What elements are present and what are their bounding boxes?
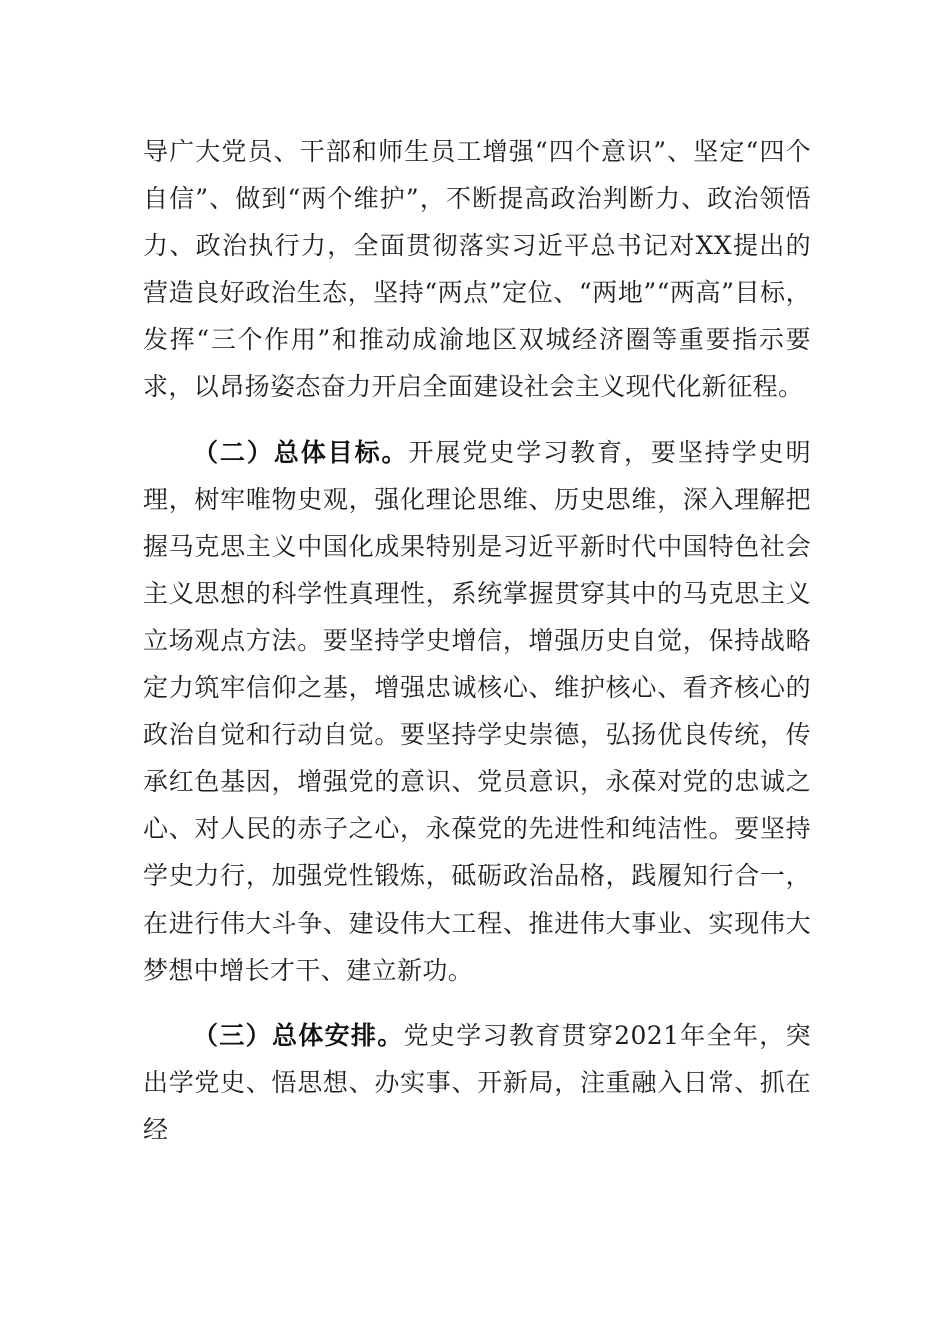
- section-heading: （二）总体目标。: [193, 437, 409, 467]
- paragraph-text: 党史学习教育贯穿2021年全年，突出学党史、悟思想、办实事、开新局，注重融入日常、抓在经: [143, 1020, 811, 1144]
- paragraph-text: 导广大党员、干部和师生员工增强“四个意识”、坚定“四个自信”、做到“两个维护”，不断提高政治判断力、政治领悟力、政治执行力，全面贯彻落实习近平总书记对XX提出的营造良好政治生态，坚持“两点”定位、“两地”“两高”目标，发挥“三个作用”和推动成渝地区双城经济圈等重要指示要求，以昂扬姿态奋力开启全面建设社会主义现代化新征程。: [143, 137, 811, 402]
- section-heading: （三）总体安排。: [193, 1020, 404, 1050]
- paragraph-overall-goal: [143, 429, 811, 994]
- paragraph-continued: [143, 128, 811, 411]
- document-body: [143, 128, 811, 1153]
- paragraph-overall-arrangement: [143, 1012, 811, 1153]
- paragraph-text: 开展党史学习教育，要坚持学史明理，树牢唯物史观，强化理论思维、历史思维，深入理解把握马克思主义中国化成果特别是习近平新时代中国特色社会主义思想的科学性真理性，系统掌握贯穿其中的马克思主义立场观点方法。要坚持学史增信，增强历史自觉，保持战略定力筑牢信仰之基，增强忠诚核心、维护核心、看齐核心的政治自觉和行动自觉。要坚持学史崇德，弘扬优良传统，传承红色基因，增强党的意识、党员意识，永葆对党的忠诚之心、对人民的赤子之心，永葆党的先进性和纯洁性。要坚持学史力行，加强党性锻炼，砥砺政治品格，践履知行合一，在进行伟大斗争、建设伟大工程、推进伟大事业、实现伟大梦想中增长才干、建立新功。: [143, 437, 811, 985]
